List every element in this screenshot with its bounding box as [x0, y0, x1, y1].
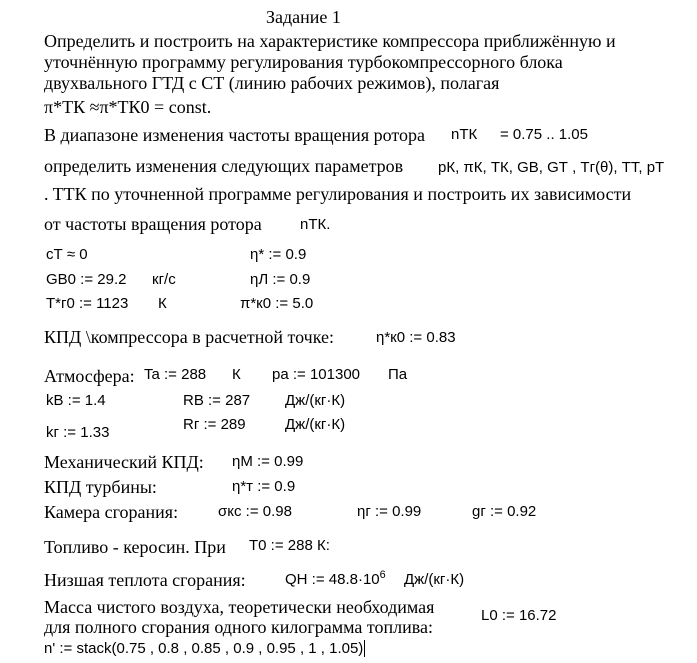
intro-line-1: Определить и построить на характеристике компрессора приближённую и [44, 31, 616, 51]
comb-eta-g[interactable]: ηг := 0.99 [357, 503, 422, 520]
params-text: определить изменения следующих параметров [44, 156, 404, 176]
params-list[interactable]: pК, πК, TК, GВ, GТ , Тг(θ), TТ, pТ [438, 159, 665, 176]
var-ct[interactable]: cТ ≈ 0 [46, 246, 88, 263]
air-line-2: для полного сгорания одного килограмма топлива: [44, 617, 434, 637]
intro-line-3: двухвального ГТД с СТ (линию рабочих режимов), полагая [44, 73, 500, 93]
comb-label: Камера сгорания: [44, 502, 179, 522]
heat-value[interactable] [285, 569, 386, 588]
air-line-1: Масса чистого воздуха, теоретически необходимая [44, 597, 435, 617]
var-tg0[interactable]: T*г0 := 1123 [46, 295, 129, 312]
heat-label: Низшая теплота сгорания: [44, 570, 246, 590]
stack-expression-text: n' := stack(0.75 , 0.8 , 0.85 , 0.9 , 0.95 , 1 , 1.05) [44, 640, 364, 657]
atm-label: Атмосфера: [44, 366, 135, 386]
atm-kb[interactable]: kВ := 1.4 [46, 392, 106, 409]
params-line-3-var[interactable]: nТК. [300, 216, 331, 233]
var-eta-star[interactable]: η* := 0.9 [250, 246, 307, 263]
range-value[interactable]: = 0.75 .. 1.05 [500, 126, 588, 143]
kpd-comp-value[interactable]: η*к0 := 0.83 [376, 329, 456, 346]
air-value[interactable]: L0 := 16.72 [481, 607, 557, 624]
fuel-t0[interactable]: T0 := 288 К: [249, 537, 330, 554]
turb-label: КПД турбины: [44, 477, 157, 497]
kpd-comp-label: КПД \компрессора в расчетной точке: [44, 327, 334, 347]
turb-value[interactable]: η*т := 0.9 [232, 478, 296, 495]
heat-value-exp: 6 [379, 569, 386, 581]
intro-line-2: уточнённую программу регулирования турбокомпрессорного блока [44, 52, 563, 72]
heat-value-base: QН := 48.8·10 [285, 571, 380, 588]
stack-expression[interactable] [44, 641, 365, 656]
var-gb0[interactable]: GВ0 := 29.2 [46, 271, 127, 288]
atm-rb-unit: Дж/(кг·К) [285, 392, 346, 409]
var-eta-p[interactable]: ηЛ := 0.9 [250, 271, 311, 288]
atm-rb[interactable]: RВ := 287 [183, 392, 251, 409]
comb-sigma[interactable]: σкс := 0.98 [218, 503, 292, 520]
mech-label: Механический КПД: [44, 452, 204, 472]
mech-value[interactable]: ηМ := 0.99 [232, 453, 304, 470]
range-text: В диапазоне изменения частоты вращения ротора [44, 125, 425, 145]
var-tg0-unit: К [158, 295, 167, 312]
atm-kg[interactable]: kг := 1.33 [46, 424, 110, 441]
params-line-3: от частоты вращения ротора [44, 214, 262, 234]
atm-rg[interactable]: Rг := 289 [183, 416, 246, 433]
var-pi-k0[interactable]: π*к0 := 5.0 [240, 295, 314, 312]
comb-g-g[interactable]: gг := 0.92 [472, 503, 537, 520]
range-var[interactable]: nТК [451, 126, 478, 143]
var-gb0-unit: кг/с [152, 271, 176, 288]
atm-rg-unit: Дж/(кг·К) [285, 416, 346, 433]
atm-pa[interactable]: pa := 101300 [272, 366, 361, 383]
heat-unit: Дж/(кг·К) [404, 571, 465, 588]
atm-ta[interactable]: Ta := 288 [144, 366, 207, 383]
atm-pa-unit: Па [388, 366, 408, 383]
page-title: Задание 1 [266, 7, 341, 27]
intro-formula[interactable]: π*ТК ≈π*ТК0 = const. [44, 97, 212, 117]
params-line-2: . TТК по уточненной программе регулирования и построить их зависимости [44, 184, 632, 204]
atm-ta-unit: К [232, 366, 241, 383]
fuel-label: Топливо - керосин. При [44, 537, 226, 557]
